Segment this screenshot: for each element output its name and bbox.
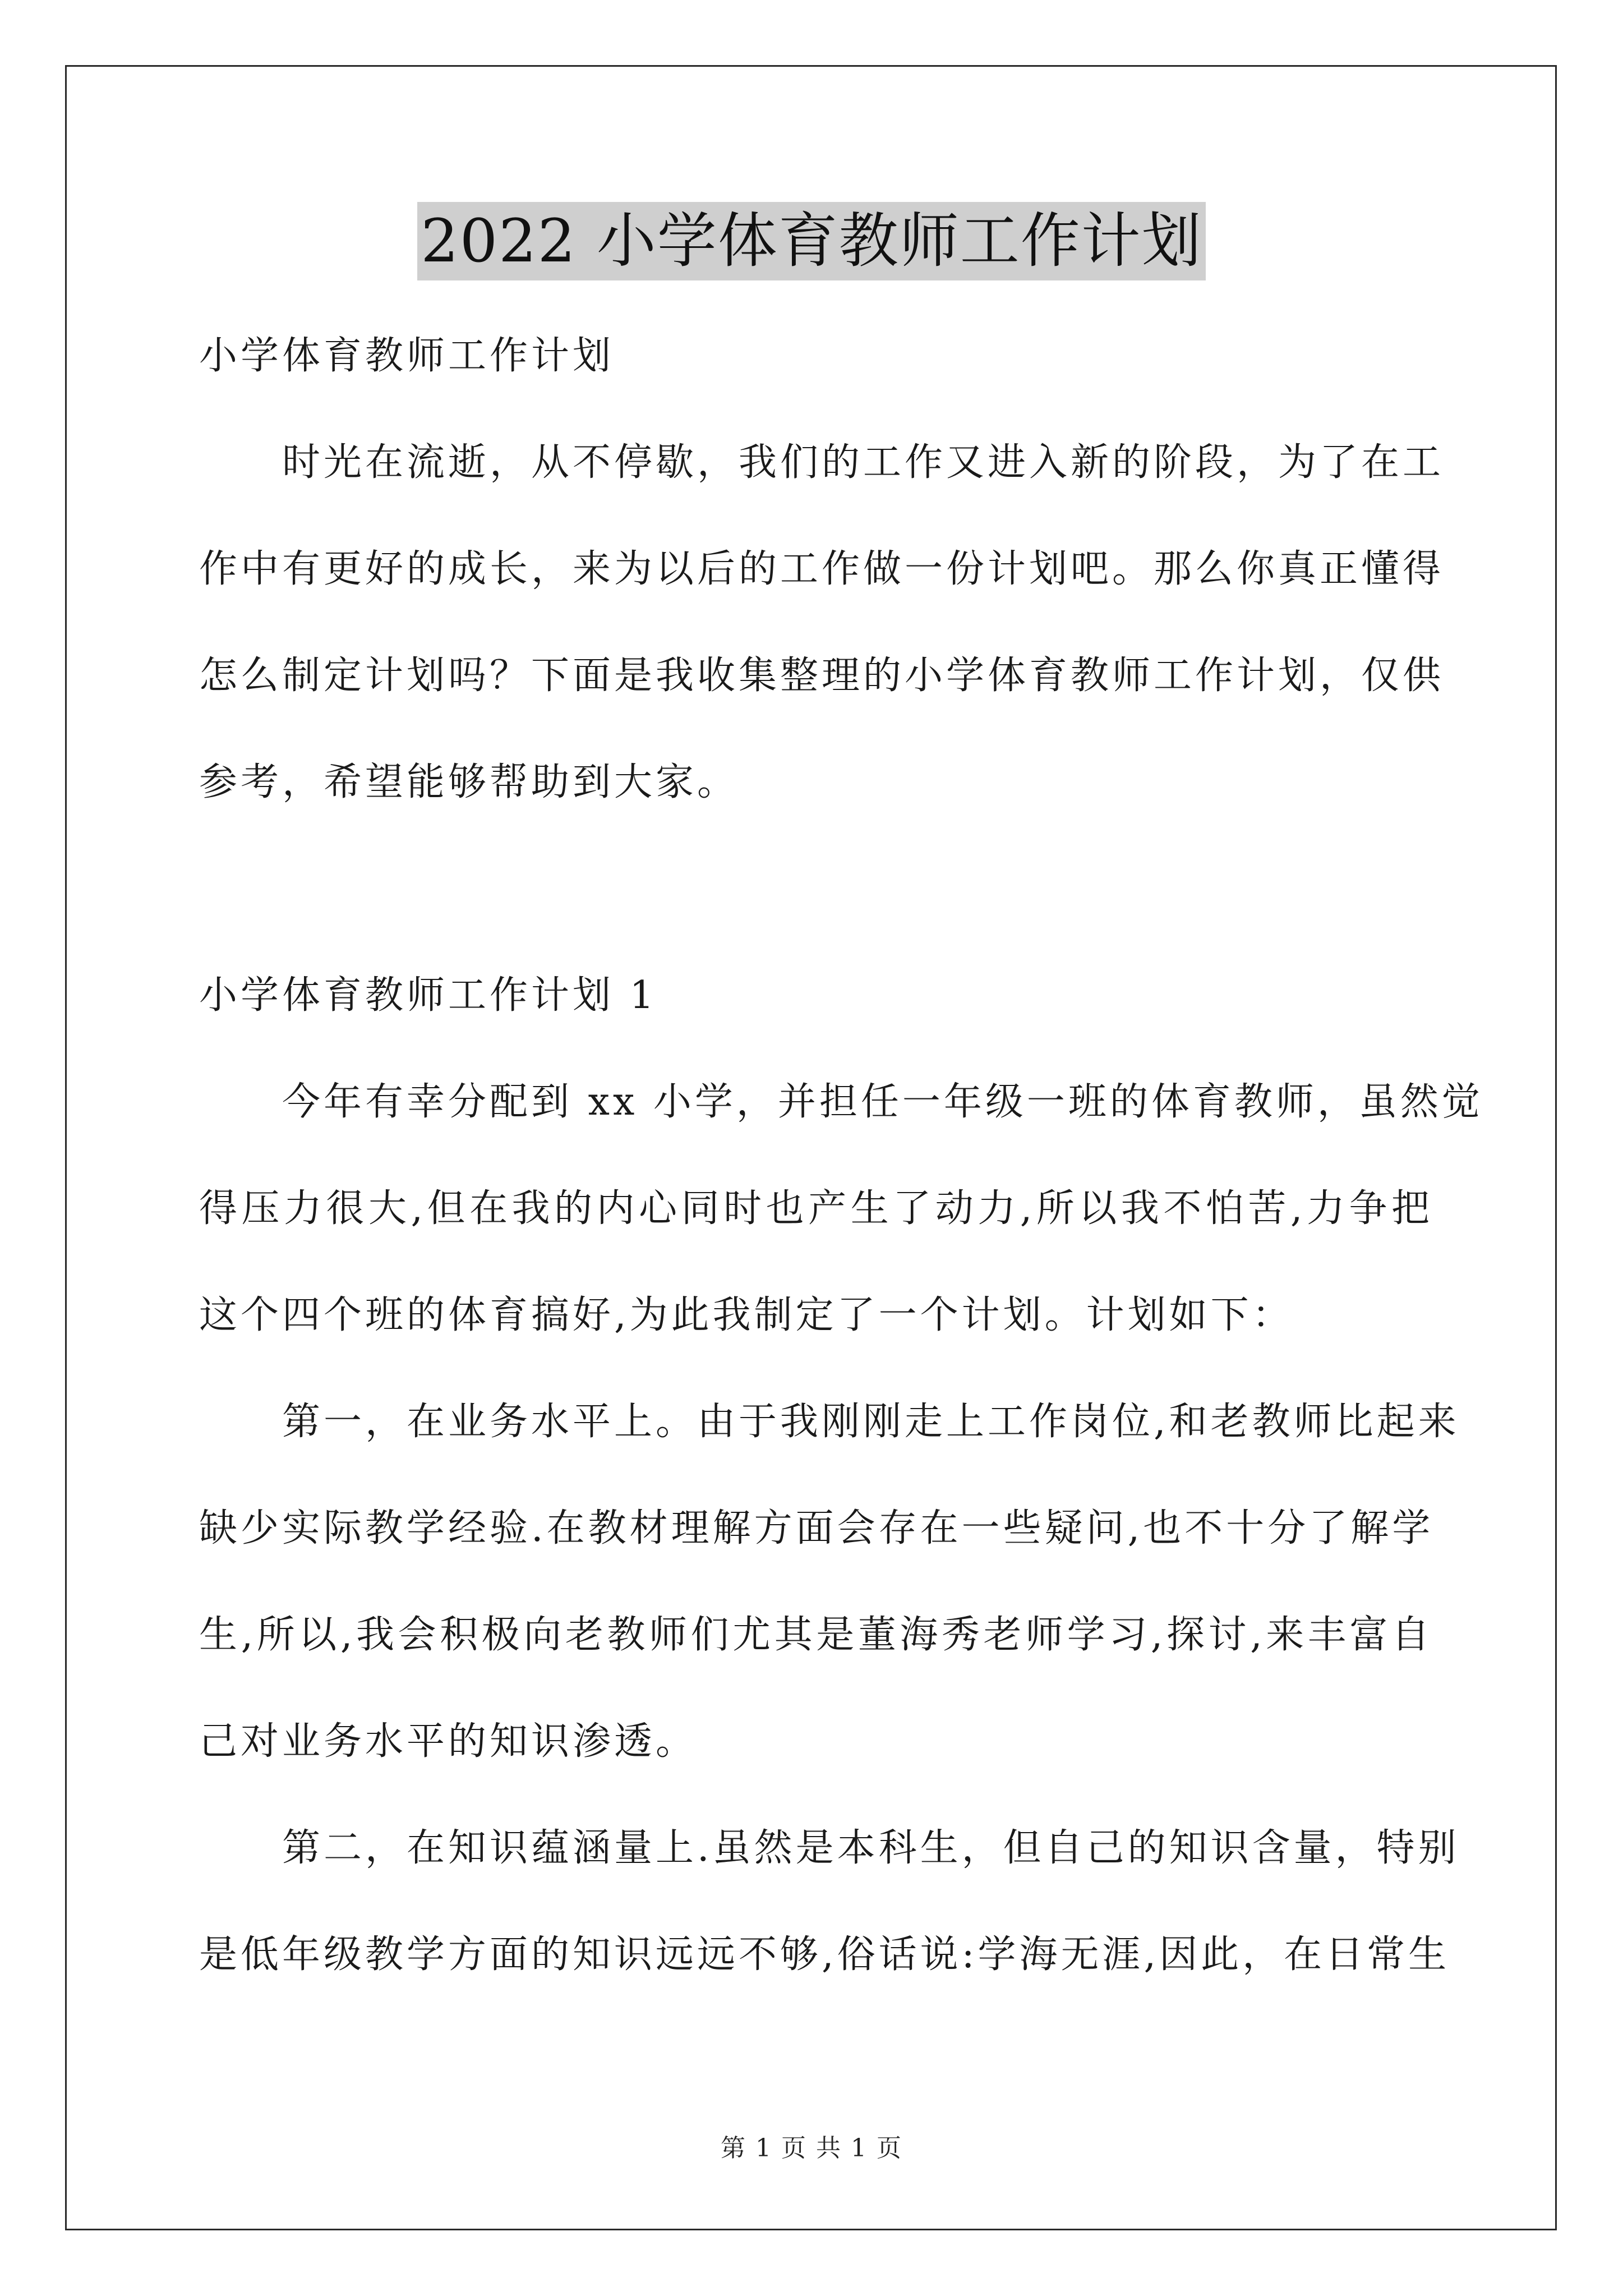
title-container [0,202,1623,280]
paragraph-line: 己对业务水平的知识渗透。 [199,1719,698,1764]
document-body [199,303,1483,2008]
paragraph-gap [199,836,1433,942]
paragraph-line: 缺少实际教学经验.在教材理解方面会存在一些疑问,也不十分了解学 [199,1506,1434,1550]
paragraph-line: 今年有幸分配到 xx 小学，并担任一年级一班的体育教师，虽然觉 [282,1080,1483,1124]
paragraph-line: 这个四个班的体育搞好,为此我制定了一个计划。计划如下： [199,1293,1294,1337]
intro-line: 参考，希望能够帮助到大家。 [199,760,739,804]
intro-line: 作中有更好的成长，来为以后的工作做一份计划吧。那么你真正懂得 [199,547,1445,591]
section-heading-1: 小学体育教师工作计划 1 [199,973,657,1018]
paragraph-line: 第一，在业务水平上。由于我刚刚走上工作岗位,和老教师比起来 [282,1400,1460,1444]
intro-line: 怎么制定计划吗？下面是我收集整理的小学体育教师工作计划，仅供 [199,654,1445,698]
document-title: 2022 小学体育教师工作计划 [417,202,1205,280]
page-footer: 第 1 页 共 1 页 [721,2134,902,2162]
intro-line: 时光在流逝，从不停歇，我们的工作又进入新的阶段，为了在工 [282,440,1445,485]
paragraph-line: 得压力很大,但在我的内心同时也产生了动力,所以我不怕苦,力争把 [199,1186,1433,1231]
paragraph-line: 是低年级教学方面的知识远远不够,俗话说:学海无涯,因此，在日常生 [199,1932,1450,1977]
section-heading-main: 小学体育教师工作计划 [199,334,615,378]
paragraph-line: 第二，在知识蕴涵量上.虽然是本科生，但自己的知识含量，特别 [282,1826,1460,1870]
paragraph-line: 生,所以,我会积极向老教师们尤其是董海秀老师学习,探讨,来丰富自 [199,1613,1433,1657]
